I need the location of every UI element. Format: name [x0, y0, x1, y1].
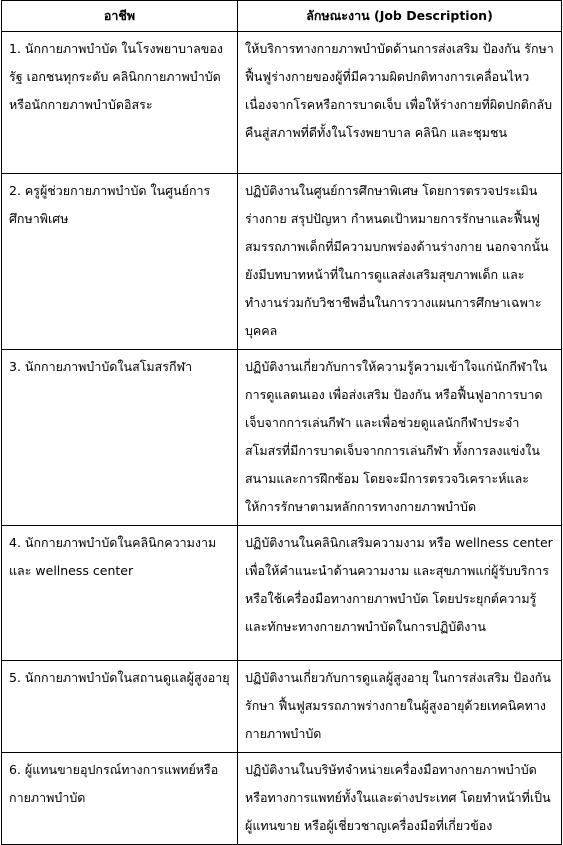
description-cell [238, 350, 562, 526]
table-row [2, 32, 562, 174]
career-cell [2, 32, 238, 174]
description-text: ปฏิบัติงานในศูนย์การศึกษาพิเศษ โดยการตรวจประเมินร่างกาย สรุปปัญหา กำหนดเป้าหมายการรักษาและฟื้นฟูสมรรถภาพเด็กที่มีความบกพร่องด้านร่างกาย นอกจากนั้น ยังมีบทบาทหน้าที่ในการดูแลส่งเสริมสุขภาพเด็ก และทำงานร่วมกับวิชาชีพอื่นในการวางแผนการศึกษาเฉพาะบุคคล [245, 183, 549, 338]
table-header-row [2, 1, 562, 32]
career-text: 1. นักกายภาพบำบัด ในโรงพยาบาลของรัฐ เอกชนทุกระดับ คลินิกกายภาพบำบัด หรือนักกายภาพบำบัดอิสระ [9, 41, 223, 112]
table-row [2, 526, 562, 661]
header-career: อาชีพ [2, 1, 238, 32]
description-text: ปฏิบัติงานเกี่ยวกับการให้ความรู้ความเข้าใจแก่นักกีฬาในการดูแลตนเอง เพื่อส่งเสริม ป้องกัน หรือฟื้นฟูอาการบาดเจ็บจากการเล่นกีฬา และเพื่อช่วยดูแลนักกีฬาประจำสโมสรที่มีการบาดเจ็บจากการเล่นกีฬา ทั้งการลงแข่งในสนามและการฝึกซ้อม โดยจะมีการตรวจวิเคราะห์และให้การรักษาตามหลักการทางกายภาพบำบัด [245, 359, 548, 514]
table-row [2, 350, 562, 526]
career-text: 6. ผู้แทนขายอุปกรณ์ทางการแพทย์หรือกายภาพบำบัด [9, 762, 219, 805]
career-cell [2, 753, 238, 845]
career-text: 2. ครูผู้ช่วยกายภาพบำบัด ในศูนย์การศึกษาพิเศษ [9, 183, 211, 226]
description-text: ปฏิบัติงานเกี่ยวกับการดูแลผู้สูงอายุ ในการส่งเสริม ป้องกัน รักษา ฟื้นฟูสมรรถภาพร่างกายในผู้สูงอายุด้วยเทคนิคทางกายภาพบำบัด [245, 670, 551, 741]
description-cell [238, 32, 562, 174]
career-cell [2, 350, 238, 526]
header-description: ลักษณะงาน (Job Description) [238, 1, 562, 32]
job-description-table [1, 0, 562, 845]
career-cell [2, 526, 238, 661]
career-text: 3. นักกายภาพบำบัดในสโมสรกีฬา [9, 359, 193, 374]
career-cell [2, 661, 238, 753]
description-cell [238, 174, 562, 350]
description-text: ปฏิบัติงานในบริษัทจำหน่ายเครื่องมือทางกายภาพบำบัด หรือทางการแพทย์ทั้งในและต่างประเทศ โดยทำหน้าที่เป็นผู้แทนขาย หรือผู้เชี่ยวชาญเครื่องมือที่เกี่ยวข้อง [245, 762, 551, 833]
table-row [2, 661, 562, 753]
description-text: ปฏิบัติงานในคลินิกเสริมความงาม หรือ wellness center เพื่อให้คำแนะนำด้านความงาม และสุขภาพแก่ผู้รับบริการ หรือใช้เครื่องมือทางกายภาพบำบัด โดยประยุกต์ความรู้และทักษะทางกายภาพบำบัดในการปฏิบัติงาน [245, 535, 553, 634]
description-cell [238, 753, 562, 845]
table-row [2, 753, 562, 845]
career-text: 4. นักกายภาพบำบัดในคลินิกความงาม และ wellness center [9, 535, 217, 578]
description-cell [238, 526, 562, 661]
description-cell [238, 661, 562, 753]
table-row [2, 174, 562, 350]
description-text: ให้บริการทางกายภาพบำบัดด้านการส่งเสริม ป้องกัน รักษา ฟื้นฟูร่างกายของผู้ที่มีความผิดปกติทางการเคลื่อนไหว เนื่องจากโรคหรือการบาดเจ็บ เพื่อให้ร่างกายที่ผิดปกติกลับคืนสู่สภาพที่ดีทั้งในโรงพยาบาล คลินิก และชุมชน [245, 41, 554, 140]
career-text: 5. นักกายภาพบำบัดในสถานดูแลผู้สูงอายุ [9, 670, 230, 685]
career-cell [2, 174, 238, 350]
